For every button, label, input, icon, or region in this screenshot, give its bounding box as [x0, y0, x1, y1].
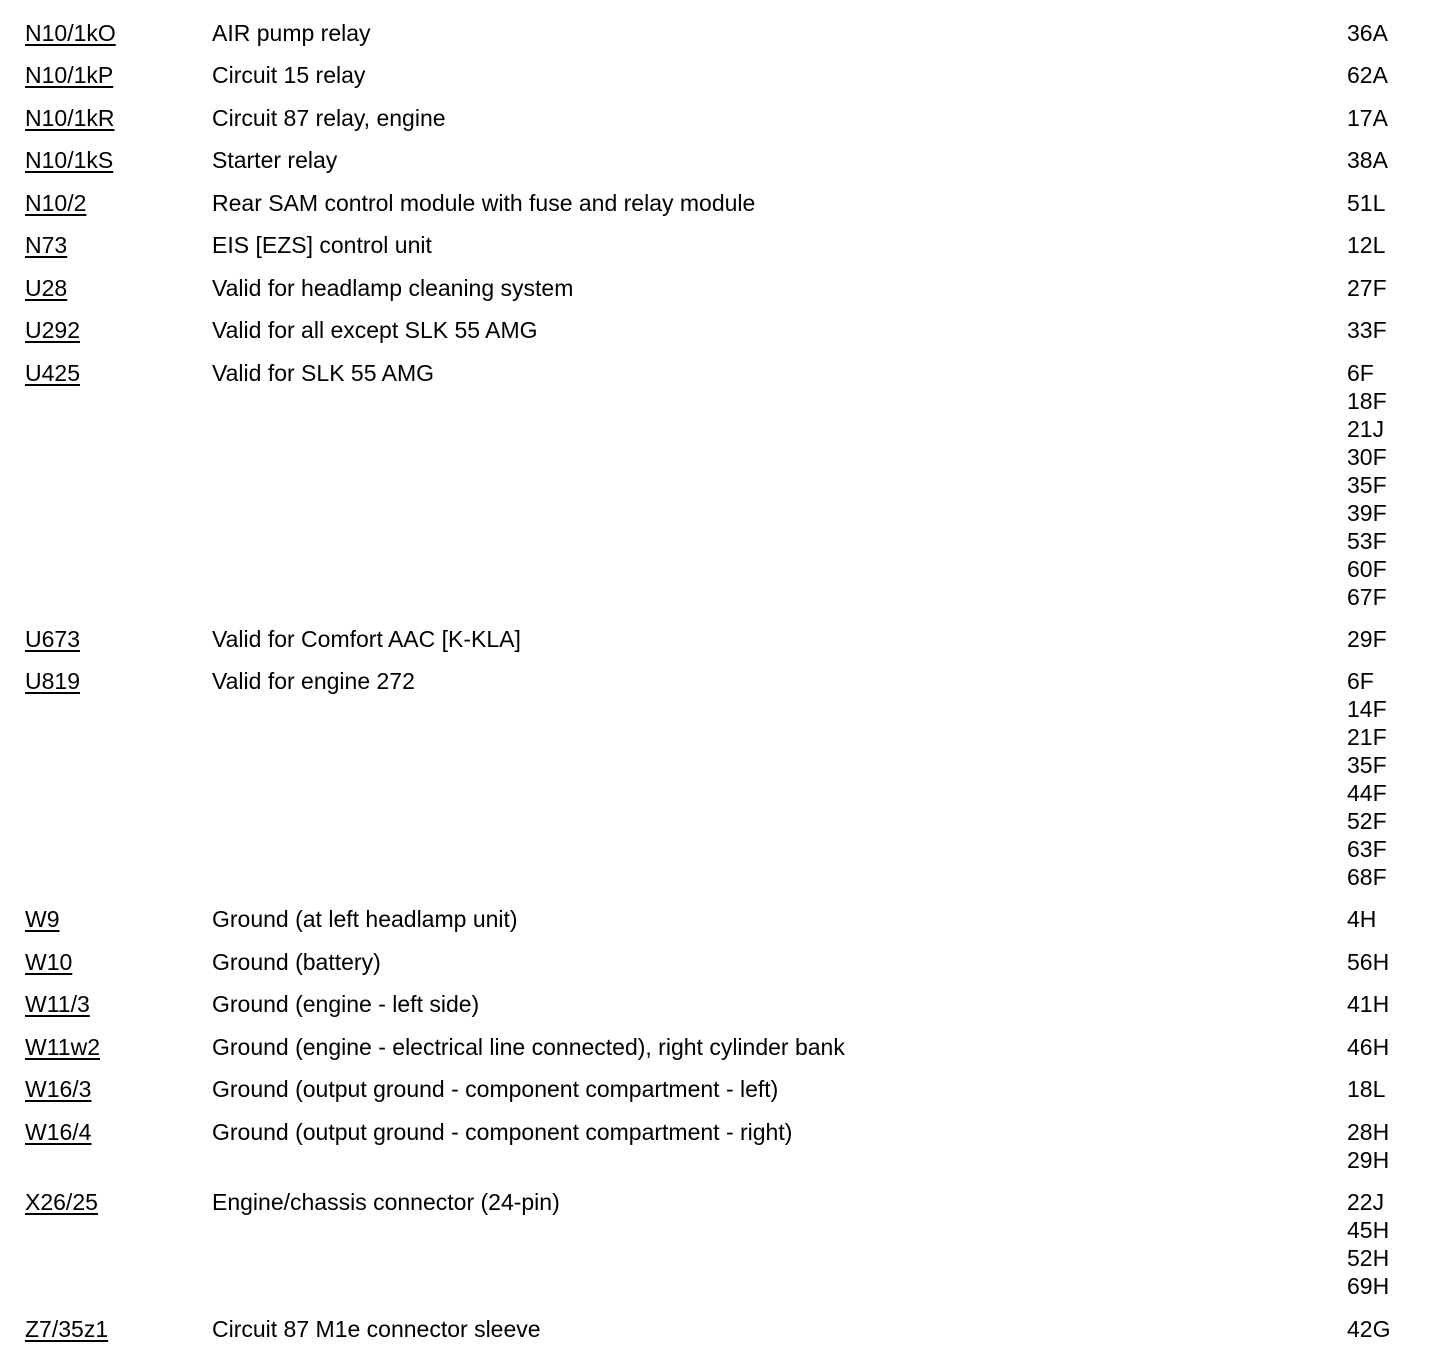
location-list	[1347, 189, 1385, 217]
component-description: Valid for Comfort AAC [K-KLA]	[212, 626, 521, 652]
component-code-link[interactable]: X26/25	[25, 1189, 98, 1215]
component-code-link[interactable]: W9	[25, 906, 60, 932]
location-list	[1347, 231, 1385, 259]
component-code-link[interactable]: N10/1kS	[25, 147, 114, 173]
component-code-link[interactable]: N10/1kO	[25, 20, 116, 46]
location-list	[1347, 990, 1389, 1018]
location-code: 21J	[1347, 416, 1385, 442]
location-code: 35F	[1347, 472, 1387, 498]
location-code: 17A	[1347, 105, 1388, 131]
component-code-link[interactable]: W16/4	[25, 1119, 92, 1145]
location-code: 14F	[1347, 696, 1387, 722]
location-code: 46H	[1347, 1034, 1390, 1060]
location-list	[1347, 1315, 1390, 1343]
location-list	[1347, 146, 1388, 174]
component-description: Ground (at left headlamp unit)	[212, 906, 518, 932]
location-code: 18F	[1347, 388, 1387, 414]
location-code: 38A	[1347, 147, 1388, 173]
location-code: 52F	[1347, 808, 1387, 834]
component-description: Ground (output ground - component compartment - right)	[212, 1119, 793, 1145]
component-description: Rear SAM control module with fuse and relay module	[212, 190, 756, 216]
location-list	[1347, 61, 1388, 89]
component-code-link[interactable]: U28	[25, 275, 68, 301]
location-list	[1347, 905, 1376, 933]
location-code: 52H	[1347, 1245, 1390, 1271]
component-description: Ground (engine - electrical line connected), right cylinder bank	[212, 1034, 845, 1060]
component-description: Ground (output ground - component compartment - left)	[212, 1076, 779, 1102]
component-code-link[interactable]: Z7/35z1	[25, 1316, 109, 1342]
component-code-link[interactable]: N10/1kR	[25, 105, 115, 131]
location-list	[1347, 625, 1387, 653]
component-description: Circuit 87 M1e connector sleeve	[212, 1316, 541, 1342]
component-code-link[interactable]: U819	[25, 668, 80, 694]
location-list	[1347, 948, 1389, 976]
location-code: 18L	[1347, 1076, 1386, 1102]
location-list	[1347, 359, 1387, 611]
component-description: Circuit 87 relay, engine	[212, 105, 446, 131]
location-code: 41H	[1347, 991, 1390, 1017]
location-code: 35F	[1347, 752, 1387, 778]
location-code: 36A	[1347, 20, 1388, 46]
location-code: 21F	[1347, 724, 1387, 750]
component-code-link[interactable]: N73	[25, 232, 68, 258]
location-code: 39F	[1347, 500, 1387, 526]
component-description: Ground (battery)	[212, 949, 381, 975]
component-description: AIR pump relay	[212, 20, 371, 46]
location-code: 4H	[1347, 906, 1377, 932]
component-code-link[interactable]: W11/3	[25, 991, 90, 1017]
location-code: 12L	[1347, 232, 1386, 258]
component-description: Circuit 15 relay	[212, 62, 366, 88]
location-code: 44F	[1347, 780, 1387, 806]
location-code: 27F	[1347, 275, 1387, 301]
component-description: Ground (engine - left side)	[212, 991, 480, 1017]
location-list	[1347, 667, 1387, 891]
component-description: Valid for SLK 55 AMG	[212, 360, 435, 386]
location-code: 67F	[1347, 584, 1387, 610]
component-code-link[interactable]: W16/3	[25, 1076, 92, 1102]
location-code: 42G	[1347, 1316, 1391, 1342]
component-code-link[interactable]: N10/1kP	[25, 62, 114, 88]
location-code: 60F	[1347, 556, 1387, 582]
location-code: 53F	[1347, 528, 1387, 554]
location-list	[1347, 1075, 1385, 1103]
component-code-link[interactable]: U425	[25, 360, 80, 386]
component-description: Valid for engine 272	[212, 668, 415, 694]
component-description: Valid for headlamp cleaning system	[212, 275, 574, 301]
component-description: EIS [EZS] control unit	[212, 232, 432, 258]
location-code: 30F	[1347, 444, 1387, 470]
location-list	[1347, 104, 1388, 132]
location-code: 45H	[1347, 1217, 1390, 1243]
location-list	[1347, 1118, 1389, 1174]
location-code: 22J	[1347, 1189, 1385, 1215]
location-code: 6F	[1347, 360, 1374, 386]
location-code: 68F	[1347, 864, 1387, 890]
component-description: Engine/chassis connector (24-pin)	[212, 1189, 560, 1215]
component-code-link[interactable]: U292	[25, 317, 80, 343]
component-code-link[interactable]: W10	[25, 949, 73, 975]
location-code: 56H	[1347, 949, 1390, 975]
location-list	[1347, 1188, 1389, 1300]
location-code: 33F	[1347, 317, 1387, 343]
location-code: 28H	[1347, 1119, 1390, 1145]
location-code: 69H	[1347, 1273, 1390, 1299]
location-code: 29F	[1347, 626, 1387, 652]
component-code-link[interactable]: N10/2	[25, 190, 87, 216]
location-list	[1347, 274, 1387, 302]
location-code: 62A	[1347, 62, 1388, 88]
location-list	[1347, 316, 1387, 344]
component-code-link[interactable]: W11w2	[25, 1034, 100, 1060]
component-code-link[interactable]: U673	[25, 626, 80, 652]
component-description: Starter relay	[212, 147, 338, 173]
location-list	[1347, 19, 1388, 47]
location-code: 6F	[1347, 668, 1374, 694]
location-code: 29H	[1347, 1147, 1390, 1173]
component-description: Valid for all except SLK 55 AMG	[212, 317, 538, 343]
location-list	[1347, 1033, 1389, 1061]
location-code: 63F	[1347, 836, 1387, 862]
location-code: 51L	[1347, 190, 1386, 216]
